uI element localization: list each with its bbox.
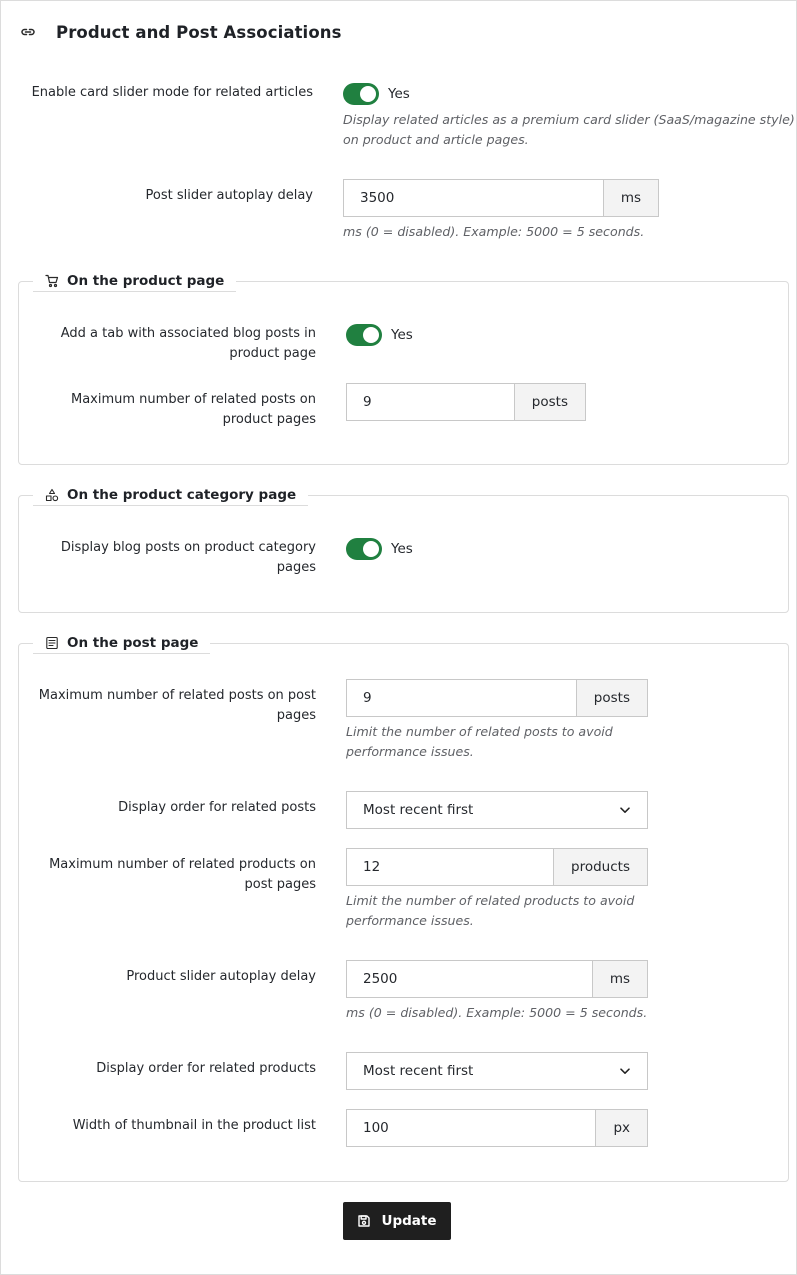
products-order-select[interactable] (346, 1052, 648, 1090)
post-max-posts-label-line1: Maximum number of related posts on post (38, 688, 316, 703)
category-posts-label-line1: Display blog posts on product category (60, 540, 316, 555)
max-products-group (346, 848, 648, 886)
link-icon (19, 23, 37, 41)
product-autoplay-group (346, 960, 648, 998)
post-max-posts-help-line1: Limit the number of related posts to avoid (346, 724, 613, 739)
chevron-down-icon (619, 1065, 631, 1077)
product-page-section (18, 281, 789, 465)
product-autoplay-unit: ms (592, 960, 648, 998)
card-slider-label: Enable card slider mode for related articles (31, 85, 313, 100)
product-autoplay-label: Product slider autoplay delay (126, 969, 316, 984)
toggle-knob (360, 86, 376, 102)
toggle-knob (363, 327, 379, 343)
post-max-posts-input[interactable]: 9 (346, 679, 576, 717)
category-page-legend (33, 484, 308, 506)
save-icon (357, 1214, 371, 1228)
card-slider-help-line2: on product and article pages. (343, 132, 529, 147)
max-products-label-line2: post pages (244, 877, 316, 892)
post-max-posts-label-line2: pages (276, 708, 316, 723)
update-button-label: Update (381, 1213, 437, 1229)
product-max-posts-label-line2: product pages (222, 412, 316, 427)
post-autoplay-input[interactable]: 3500 (343, 179, 603, 217)
update-button[interactable] (343, 1202, 451, 1240)
card-slider-toggle[interactable] (343, 83, 379, 105)
thumb-width-group (346, 1109, 648, 1147)
panel-title: Product and Post Associations (56, 22, 342, 42)
chevron-down-icon (619, 804, 631, 816)
post-autoplay-group (343, 179, 659, 217)
post-page-legend (33, 632, 210, 654)
thumb-width-input[interactable]: 100 (346, 1109, 595, 1147)
posts-order-label: Display order for related posts (118, 800, 316, 815)
products-order-label: Display order for related products (96, 1061, 316, 1076)
category-page-legend-text: On the product category page (67, 486, 297, 503)
post-max-posts-group (346, 679, 648, 717)
panel-heading (19, 21, 342, 43)
max-products-input[interactable]: 12 (346, 848, 553, 886)
category-posts-toggle[interactable] (346, 538, 382, 560)
product-page-legend (33, 270, 236, 292)
max-products-unit: products (553, 848, 648, 886)
max-products-help-line1: Limit the number of related products to avoid (346, 893, 635, 908)
tab-posts-toggle-text: Yes (391, 327, 413, 343)
article-icon (45, 636, 59, 650)
thumb-width-label: Width of thumbnail in the product list (72, 1118, 316, 1133)
post-autoplay-help: ms (0 = disabled). Example: 5000 = 5 seconds. (343, 224, 645, 239)
product-max-posts-label-line1: Maximum number of related posts on (70, 392, 316, 407)
card-slider-help-line1: Display related articles as a premium card slider (SaaS/magazine style) (343, 112, 795, 127)
category-posts-toggle-text: Yes (391, 541, 413, 557)
cart-icon (45, 274, 59, 288)
product-max-posts-input[interactable]: 9 (346, 383, 514, 421)
tab-posts-label-line1: Add a tab with associated blog posts in (60, 326, 316, 341)
tab-posts-label-line2: product page (229, 346, 316, 361)
shapes-icon (45, 488, 59, 502)
thumb-width-unit: px (595, 1109, 648, 1147)
product-autoplay-input[interactable]: 2500 (346, 960, 592, 998)
post-max-posts-unit: posts (576, 679, 648, 717)
category-posts-label-line2: pages (276, 560, 316, 575)
product-max-posts-unit: posts (514, 383, 586, 421)
posts-order-value: Most recent first (363, 802, 474, 818)
post-max-posts-help-line2: performance issues. (346, 744, 474, 759)
max-products-label-line1: Maximum number of related products on (49, 857, 316, 872)
max-products-help-line2: performance issues. (346, 913, 474, 928)
products-order-value: Most recent first (363, 1063, 474, 1079)
card-slider-toggle-text: Yes (388, 86, 410, 102)
toggle-knob (363, 541, 379, 557)
post-autoplay-unit: ms (603, 179, 659, 217)
product-page-legend-text: On the product page (67, 272, 225, 289)
posts-order-select[interactable] (346, 791, 648, 829)
post-page-legend-text: On the post page (67, 634, 199, 651)
product-autoplay-help: ms (0 = disabled). Example: 5000 = 5 seconds. (346, 1005, 648, 1020)
tab-posts-toggle[interactable] (346, 324, 382, 346)
product-max-posts-group (346, 383, 586, 421)
post-autoplay-label: Post slider autoplay delay (145, 188, 313, 203)
